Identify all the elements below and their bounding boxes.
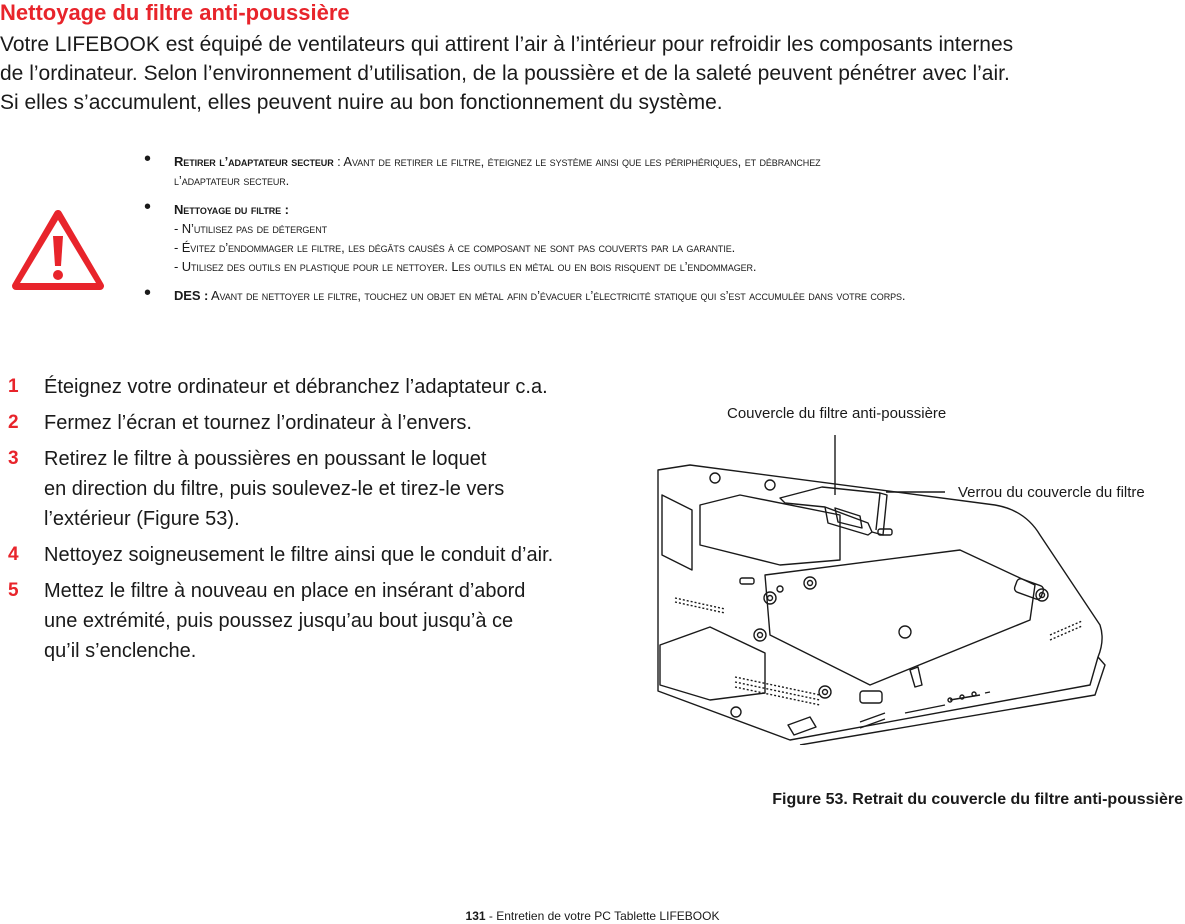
step-item: [8, 576, 638, 666]
step-number: 5: [8, 580, 19, 601]
step-line: Fermez l’écran et tournez l’ordinateur à l’envers.: [44, 412, 472, 434]
note-heading: • Nettoyage du filtre :: [174, 202, 289, 217]
figure-caption: Figure 53. Retrait du couvercle du filtre anti-poussière: [772, 791, 1183, 808]
step-line: en direction du filtre, puis soulevez-le et tirez-le vers: [44, 478, 505, 500]
step-line: Retirez le filtre à poussières en poussant le loquet: [44, 448, 487, 470]
footer-text: - Entretien de votre PC Tablette LIFEBOOK: [485, 909, 720, 923]
note-line: [174, 152, 1185, 171]
step-line: une extrémité, puis poussez jusqu’au bout jusqu’à ce: [44, 610, 514, 632]
warning-notes: [144, 152, 1185, 305]
step-line: qu’il s’enclenche.: [44, 640, 197, 662]
note-line: l’adaptateur secteur.: [174, 173, 290, 188]
note-heading: DES :: [174, 288, 209, 303]
note-line: - N’utilisez pas de détergent: [174, 221, 328, 236]
step-number: 3: [8, 448, 19, 469]
step-text: [44, 444, 638, 534]
note-text: Avant de nettoyer le filtre, touchez un objet en métal afin d’évacuer l’électricité statique qui s’est accumulée dans votre corps.: [208, 288, 906, 303]
note-line: - Utilisez des outils en plastique pour le nettoyer. Les outils en métal ou en bois risquent de l’endommager.: [174, 259, 757, 274]
laptop-illustration: [650, 395, 1185, 745]
step-line: Mettez le filtre à nouveau en place en insérant d’abord: [44, 580, 526, 602]
step-text: [44, 372, 638, 402]
step-item: [8, 372, 638, 402]
step-line: Éteignez votre ordinateur et débranchez l’adaptateur c.a.: [44, 376, 548, 398]
note-heading: Retirer l’adaptateur secteur: [174, 154, 334, 169]
intro-line: Votre LIFEBOOK est équipé de ventilateurs qui attirent l’air à l’intérieur pour refroidir les composants internes: [0, 33, 1014, 56]
note-line: - Évitez d’endommager le filtre, les dégâts causés à ce composant ne sont pas couverts par la garantie.: [174, 240, 736, 255]
callout-filter-cover: Couvercle du filtre anti-poussière: [727, 405, 947, 422]
step-line: Nettoyez soigneusement le filtre ainsi que le conduit d’air.: [44, 544, 554, 566]
intro-line: de l’ordinateur. Selon l’environnement d’utilisation, de la poussière et de la saleté peuvent pénétrer avec l’air.: [0, 62, 1010, 85]
callout-filter-latch: Verrou du couvercle du filtre: [958, 484, 1145, 501]
step-line: l’extérieur (Figure 53).: [44, 508, 240, 530]
note-text: : Avant de retirer le filtre, éteignez le système ainsi que les périphériques, et débranchez: [333, 154, 821, 169]
note-cleaning: [144, 200, 1185, 276]
steps-list: [8, 372, 638, 672]
step-text: [44, 576, 638, 666]
note-remove-adapter: [144, 152, 1185, 190]
step-item: [8, 540, 638, 570]
note-esd: [144, 286, 1185, 305]
step-item: [8, 444, 638, 534]
intro-paragraph: [0, 30, 1160, 117]
page-number: 131: [465, 909, 486, 923]
step-text: [44, 540, 638, 570]
step-item: [8, 408, 638, 438]
step-number: 1: [8, 376, 19, 397]
intro-line: Si elles s’accumulent, elles peuvent nuire au bon fonctionnement du système.: [0, 91, 723, 114]
step-number: 2: [8, 412, 19, 433]
warning-triangle-icon: [12, 210, 104, 290]
page-footer: [0, 908, 1185, 924]
step-number: 4: [8, 544, 19, 565]
note-line: [174, 286, 1185, 305]
figure-laptop-underside: [650, 395, 1185, 745]
section-title: Nettoyage du filtre anti-poussière: [0, 0, 350, 25]
step-text: [44, 408, 638, 438]
